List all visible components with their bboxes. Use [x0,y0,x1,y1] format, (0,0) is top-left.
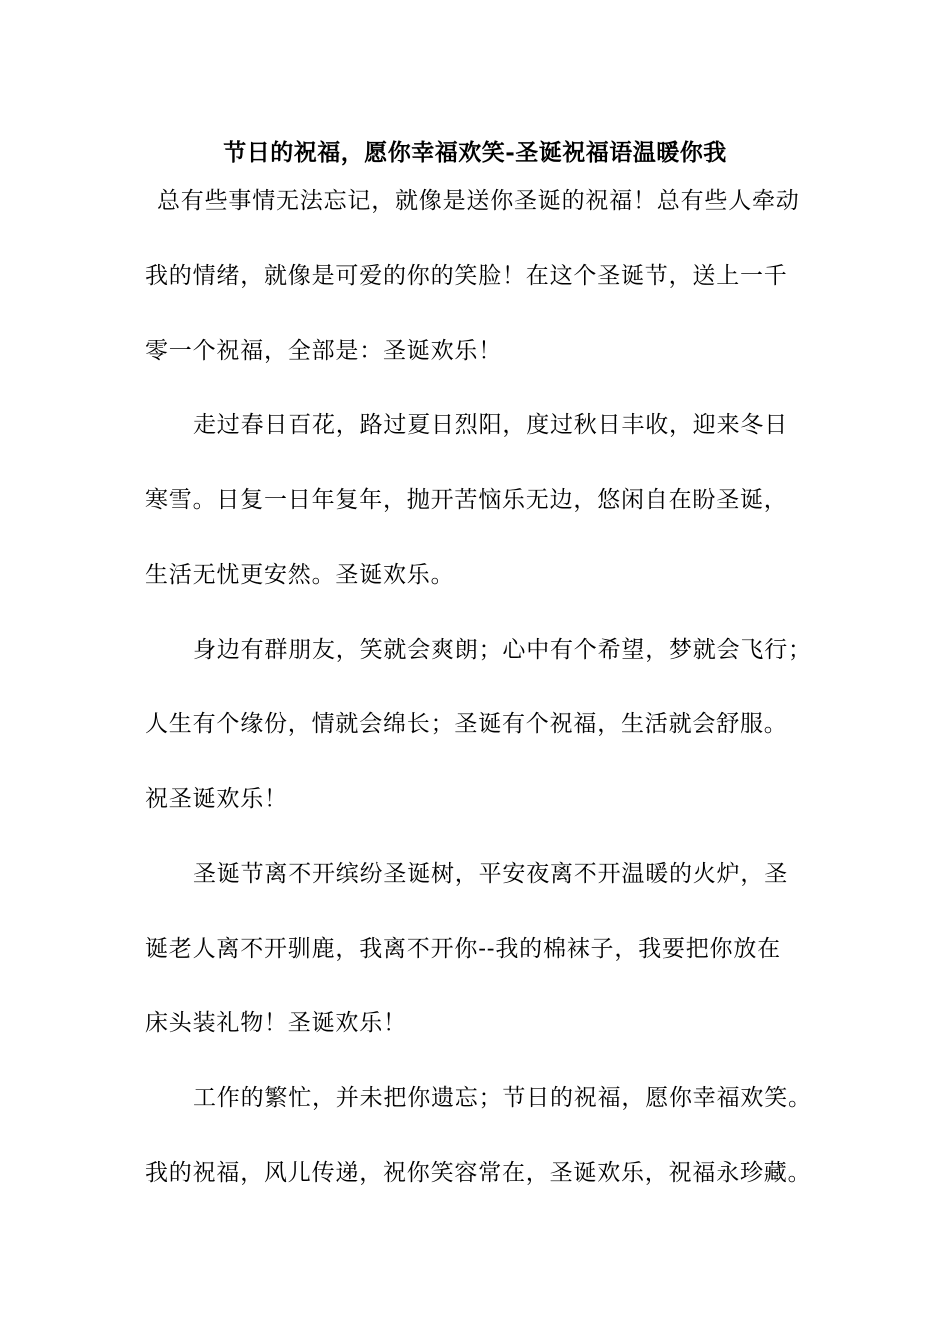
paragraph-line: 零一个祝福，全部是：圣诞欢乐！ [145,338,502,364]
paragraph-line: 身边有群朋友，笑就会爽朗；心中有个希望，梦就会飞行； [193,637,812,663]
paragraph-line: 工作的繁忙，并未把你遗忘；节日的祝福，愿你幸福欢笑。 [193,1085,812,1111]
paragraph-line: 我的祝福，风儿传递，祝你笑容常在，圣诞欢乐，祝福永珍藏。 [145,1160,812,1186]
paragraph-line: 人生有个缘份，情就会绵长；圣诞有个祝福，生活就会舒服。 [145,711,788,737]
paragraph-line: 祝圣诞欢乐！ [145,786,288,812]
paragraph-line: 生活无忧更安然。圣诞欢乐。 [145,562,455,588]
paragraph-line: 我的情绪，就像是可爱的你的笑脸！在这个圣诞节，送上一千 [145,263,788,289]
paragraph-line: 走过春日百花，路过夏日烈阳，度过秋日丰收，迎来冬日 [193,412,788,438]
paragraph-line: 寒雪。日复一日年复年，抛开苦恼乐无边，悠闲自在盼圣诞， [145,487,788,513]
paragraph-line: 床头装礼物！圣诞欢乐！ [145,1010,407,1036]
paragraph-line: 总有些事情无法忘记，就像是送你圣诞的祝福！总有些人牵动 [157,188,800,214]
document-title: 节日的祝福，愿你幸福欢笑-圣诞祝福语温暖你我 [223,139,727,166]
paragraph-line: 诞老人离不开驯鹿，我离不开你--我的棉袜子，我要把你放在 [145,936,781,962]
paragraph-line: 圣诞节离不开缤纷圣诞树，平安夜离不开温暖的火炉，圣 [193,861,788,887]
